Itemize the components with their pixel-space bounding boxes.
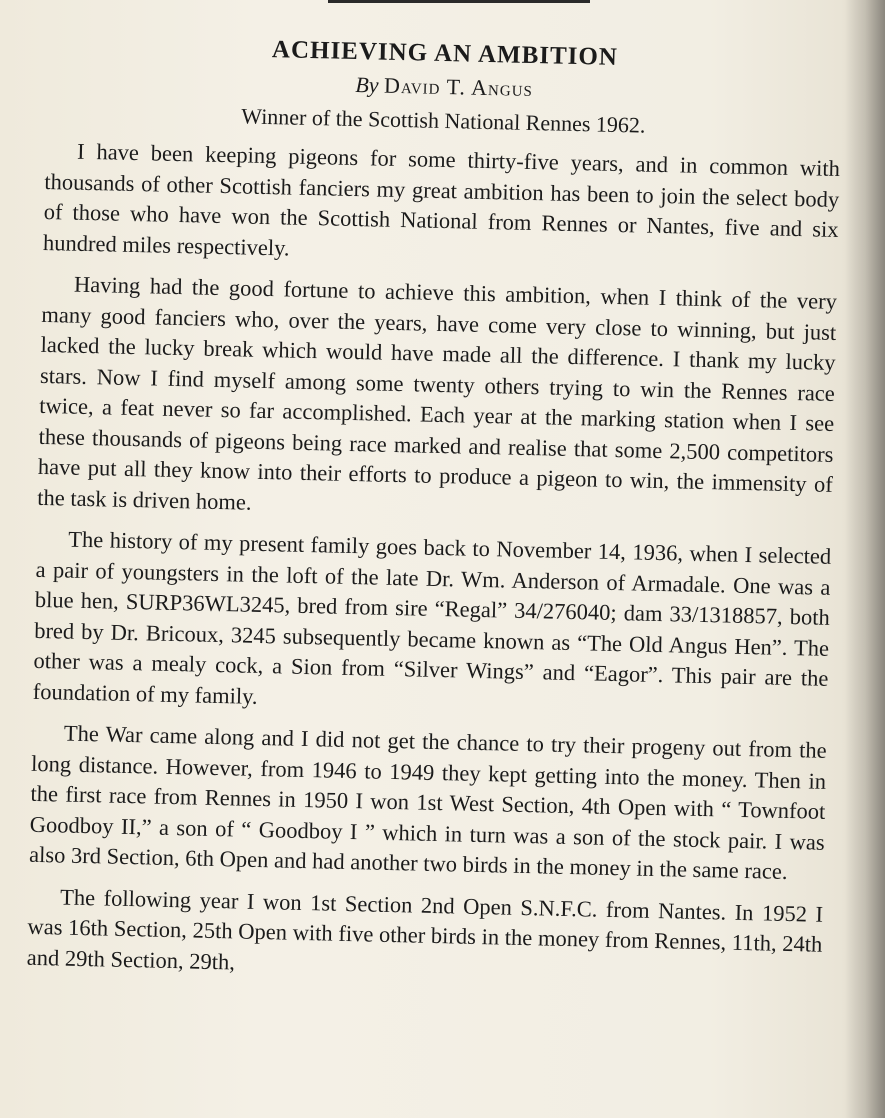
header-rule: [328, 0, 590, 3]
byline-prefix: By: [355, 71, 379, 98]
page-binding-shadow: [845, 0, 885, 1118]
article-subtitle: Winner of the Scottish National Rennes 1962.: [241, 103, 646, 138]
paragraph: The history of my present family goes back to November 14, 1936, when I selected a pair of youngsters in the loft of the late Dr. Wm. Anderson of Armadale. One was a blue hen, SURP36WL3245, bred from sire “Regal” 34/276040; dam 33/1318857, both bred by Dr. Bricoux, 3245 subsequently became known as “The Old Angus Hen”. The other was a mealy cock, a Sion from “Silver Wings” and “Eagor”. This pair are the foundation of my family.: [32, 526, 832, 709]
paragraph: Having had the good fortune to achieve this ambition, when I think of the very many good fanciers who, over the years, have come very close to winning, but just lacked the lucky break which would have made all the difference. I thank my lucky stars. Now I find myself among some twenty others trying to win the Rennes race twice, a feat never so far accomplished. Each year at the marking station when I see these thousands of pigeons being race marked and realise that some 2,500 competitors have put all they know into their efforts to produce a pigeon to win, the immensity of the task is driven home.: [36, 271, 838, 515]
author-name: David T. Angus: [383, 72, 534, 102]
paragraph: I have been keeping pigeons for some thirty-five years, and in common with thousands of other Scottish fanciers my great ambition has been to join the select body of those who have won the Scottish National from Rennes or Nantes, five and six hundred miles respectively.: [42, 138, 841, 261]
paragraph: The following year I won 1st Section 2nd Open S.N.F.C. from Nantes. In 1952 I was 16th Section, 25th Open with five other birds in the money from Rennes, 11th, 24th and 29th Section, 29th,: [26, 884, 824, 974]
article-title: ACHIEVING AN AMBITION: [271, 36, 619, 71]
article: [26, 24, 843, 1002]
paragraph: The War came along and I did not get the chance to try their progeny out from the long distance. However, from 1946 to 1949 they kept getting into the money. Then in the first race from Rennes in 1950 I won 1st West Section, 4th Open with “ Townfoot Goodboy II,” a son of “ Goodboy I ” which in turn was a son of the stock pair. I was also 3rd Section, 6th Open and had another two birds in the money in the same race.: [28, 720, 828, 884]
